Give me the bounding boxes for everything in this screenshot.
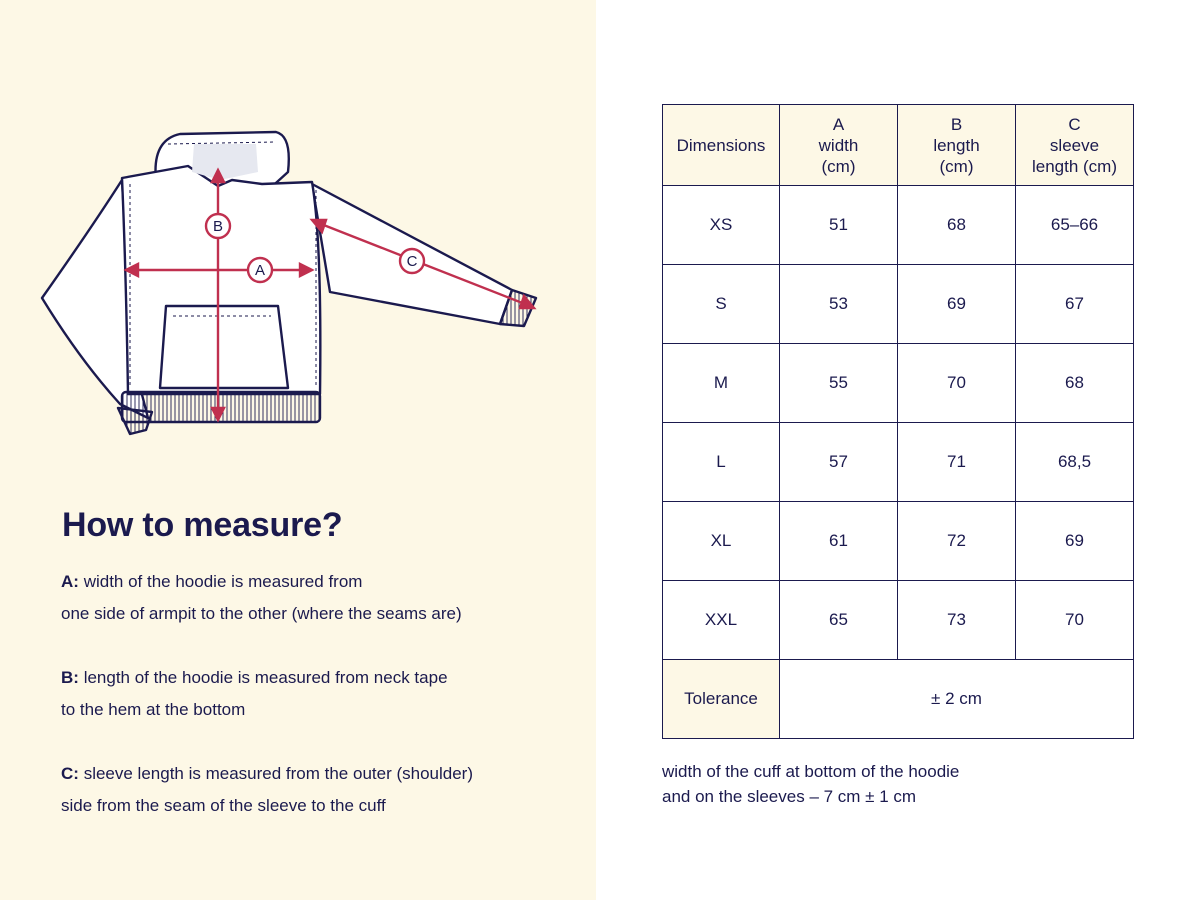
kangaroo-pocket bbox=[160, 306, 288, 388]
instruction-b bbox=[61, 662, 581, 726]
table-row bbox=[663, 186, 1134, 265]
tolerance-row bbox=[663, 660, 1134, 739]
label-a: A bbox=[254, 262, 266, 279]
width-cell: 51 bbox=[780, 186, 898, 265]
length-cell: 69 bbox=[898, 265, 1016, 344]
table-row bbox=[663, 581, 1134, 660]
label-c: C bbox=[406, 253, 418, 270]
footnote-line: width of the cuff at bottom of the hoodie bbox=[662, 762, 960, 781]
size-table bbox=[662, 104, 1134, 739]
footnote-line: and on the sleeves – 7 cm ± 1 cm bbox=[662, 787, 917, 806]
header-sleeve-length: C sleeve length (cm) bbox=[1016, 105, 1134, 186]
size-cell: XL bbox=[663, 502, 780, 581]
width-cell: 61 bbox=[780, 502, 898, 581]
length-cell: 68 bbox=[898, 186, 1016, 265]
header-length: B length (cm) bbox=[898, 105, 1016, 186]
instruction-text: length of the hoodie is measured from neck tape bbox=[83, 668, 448, 687]
table-row bbox=[663, 265, 1134, 344]
sleeve-cell: 70 bbox=[1016, 581, 1134, 660]
instruction-key: A: bbox=[61, 572, 79, 591]
instruction-text: to the hem at the bottom bbox=[61, 700, 246, 719]
size-cell: M bbox=[663, 344, 780, 423]
length-cell: 71 bbox=[898, 423, 1016, 502]
tolerance-value: ± 2 cm bbox=[780, 660, 1134, 739]
table-header-row bbox=[663, 105, 1134, 186]
tolerance-label: Tolerance bbox=[663, 660, 780, 739]
size-cell: L bbox=[663, 423, 780, 502]
header-dimensions: Dimensions bbox=[663, 105, 780, 186]
instruction-text: side from the seam of the sleeve to the cuff bbox=[61, 796, 386, 815]
measure-panel bbox=[0, 0, 596, 900]
length-cell: 72 bbox=[898, 502, 1016, 581]
size-cell: S bbox=[663, 265, 780, 344]
instruction-a bbox=[61, 566, 581, 630]
width-cell: 53 bbox=[780, 265, 898, 344]
sleeve-cell: 69 bbox=[1016, 502, 1134, 581]
sleeve-cell: 68 bbox=[1016, 344, 1134, 423]
instruction-text: one side of armpit to the other (where the seams are) bbox=[61, 604, 462, 623]
label-b: B bbox=[212, 218, 224, 235]
instruction-c bbox=[61, 758, 581, 822]
table-row bbox=[663, 344, 1134, 423]
width-cell: 57 bbox=[780, 423, 898, 502]
hoodie-diagram bbox=[30, 120, 550, 450]
table-row bbox=[663, 502, 1134, 581]
length-cell: 70 bbox=[898, 344, 1016, 423]
size-cell: XXL bbox=[663, 581, 780, 660]
table-row bbox=[663, 423, 1134, 502]
size-cell: XS bbox=[663, 186, 780, 265]
instruction-text: sleeve length is measured from the outer (shoulder) bbox=[83, 764, 473, 783]
instruction-text: width of the hoodie is measured from bbox=[83, 572, 363, 591]
sleeve-cell: 65–66 bbox=[1016, 186, 1134, 265]
sleeve-cell: 67 bbox=[1016, 265, 1134, 344]
width-cell: 55 bbox=[780, 344, 898, 423]
page-title: How to measure? bbox=[62, 506, 343, 544]
sleeve-cell: 68,5 bbox=[1016, 423, 1134, 502]
left-cuff bbox=[118, 408, 152, 434]
instruction-key: B: bbox=[61, 668, 79, 687]
width-cell: 65 bbox=[780, 581, 898, 660]
header-width: A width (cm) bbox=[780, 105, 898, 186]
instruction-key: C: bbox=[61, 764, 79, 783]
length-cell: 73 bbox=[898, 581, 1016, 660]
cuff-footnote bbox=[662, 759, 1082, 809]
